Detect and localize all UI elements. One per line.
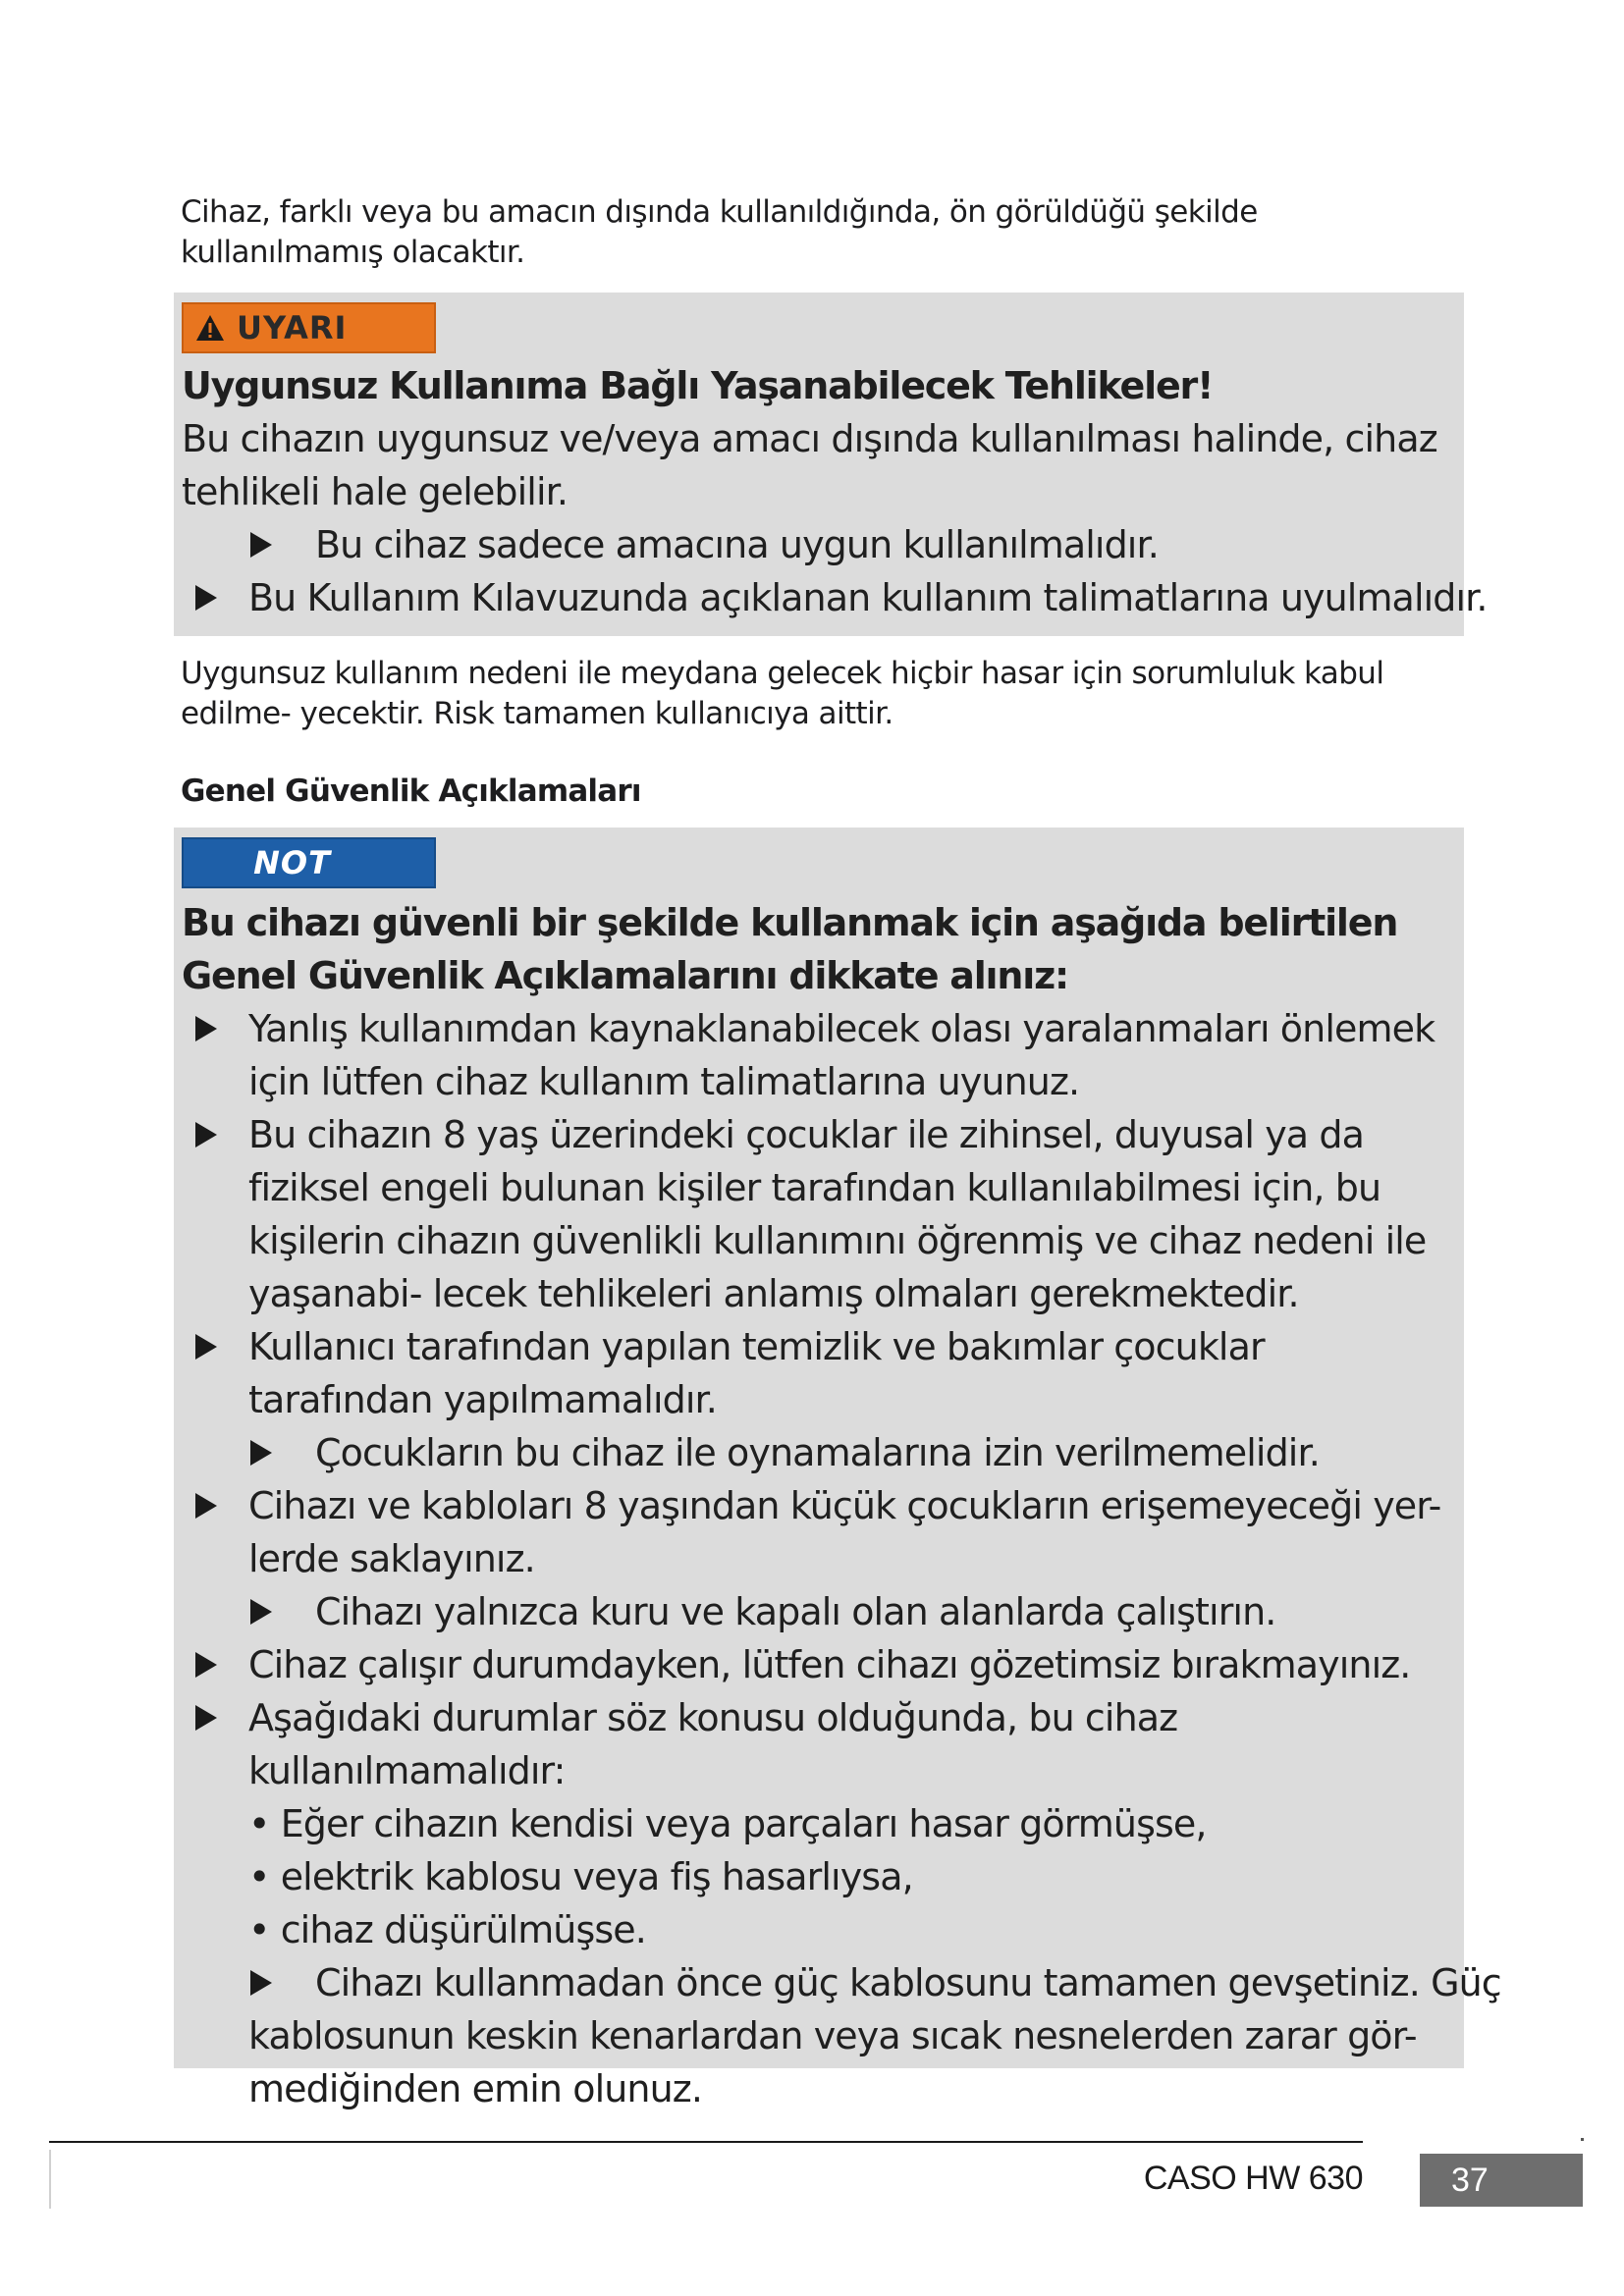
warning-label-text: UYARI (237, 309, 348, 347)
arrow-bullet-icon (195, 1705, 217, 1731)
footer-model: CASO HW 630 (1143, 2160, 1363, 2197)
warning-box (174, 293, 1488, 636)
warning-item: Bu Kullanım Kılavuzunda açıklanan kullanım talimatlarına uyulmalıdır. (182, 571, 1497, 624)
arrow-bullet-icon (250, 1970, 272, 1996)
note-item: Cihazı kullanmadan önce güç kablosunu tamamen gevşetiniz. Güç (182, 1956, 1448, 2009)
page-number: 37 (1420, 2154, 1583, 2207)
footer-dot (1581, 2138, 1584, 2141)
footer-tick (49, 2150, 51, 2209)
note-sub-item: • cihaz düşürülmüşse. (248, 1908, 646, 1951)
note-item: Yanlış kullanımdan kaynaklanabilecek olası yaralanmaları önlemek için lütfen cihaz kullanım talimatlarına uyunuz. (182, 1002, 1448, 1108)
arrow-bullet-icon (250, 532, 272, 558)
note-item: Cihazı ve kabloları 8 yaşından küçük çocukların erişemeyeceği yer- lerde saklayınız. (182, 1479, 1448, 1585)
disclaimer-paragraph: Uygunsuz kullanım nedeni ile meydana gelecek hiçbir hasar için sorumluluk kabul edilme- yecektir. Risk tamamen kullanıcıya aittir. (181, 656, 1384, 731)
warning-heading: Uygunsuz Kullanıma Bağlı Yaşanabilecek Tehlikeler! (182, 364, 1214, 407)
note-item: Cihazı yalnızca kuru ve kapalı olan alanlarda çalıştırın. (182, 1585, 1448, 1638)
note-item: Cihaz çalışır durumdayken, lütfen cihazı gözetimsiz bırakmayınız. (182, 1638, 1448, 1691)
warning-triangle-icon (195, 314, 225, 342)
section-title: Genel Güvenlik Açıklamaları (181, 774, 641, 809)
arrow-bullet-icon (195, 1016, 217, 1041)
note-sub-item: • Eğer cihazın kendisi veya parçaları hasar görmüşse, (248, 1802, 1207, 1845)
arrow-bullet-icon (195, 585, 217, 611)
warning-label (182, 302, 436, 353)
warning-item: Bu cihaz sadece amacına uygun kullanılmalıdır. (182, 518, 1497, 571)
note-item: Aşağıdaki durumlar söz konusu olduğunda, bu cihaz kullanılmamalıdır: (182, 1691, 1448, 1797)
note-label: NOT (182, 837, 436, 888)
intro-paragraph: Cihaz, farklı veya bu amacın dışında kullanıldığında, ön görüldüğü şekilde kullanılmamış olacaktır. (181, 194, 1258, 270)
arrow-bullet-icon (195, 1493, 217, 1519)
note-item: Kullanıcı tarafından yapılan temizlik ve bakımlar çocuklar tarafından yapılmamalıdır. (182, 1320, 1448, 1426)
warning-body: Bu cihazın uygunsuz ve/veya amacı dışında kullanılması halinde, cihaz tehlikeli hale gelebilir. (182, 417, 1437, 513)
note-box (174, 828, 1501, 2110)
arrow-bullet-icon (250, 1599, 272, 1625)
footer-rule (49, 2141, 1363, 2143)
arrow-bullet-icon (195, 1652, 217, 1678)
arrow-bullet-icon (250, 1440, 272, 1466)
note-heading: Bu cihazı güvenli bir şekilde kullanmak için aşağıda belirtilen Genel Güvenlik Açıklamalarını dikkate alınız: (182, 901, 1398, 997)
note-item: Çocukların bu cihaz ile oynamalarına izin verilmemelidir. (182, 1426, 1448, 1479)
arrow-bullet-icon (195, 1334, 217, 1360)
note-item-continuation: kablosunun keskin kenarlardan veya sıcak nesnelerden zarar gör- mediğinden emin olunuz. (248, 2014, 1417, 2110)
note-sub-item: • elektrik kablosu veya fiş hasarlıysa, (248, 1855, 913, 1898)
note-item: Bu cihazın 8 yaş üzerindeki çocuklar ile zihinsel, duyusal ya da fiziksel engeli bulunan kişiler tarafından kullanılabilmesi için, bu kişilerin cihazın güvenlikli kullanımını öğrenmiş ve cihaz nedeni ile yaşanabi- lecek tehlikeleri anlamış olmaları gerekmektedir. (182, 1108, 1448, 1320)
arrow-bullet-icon (195, 1122, 217, 1148)
